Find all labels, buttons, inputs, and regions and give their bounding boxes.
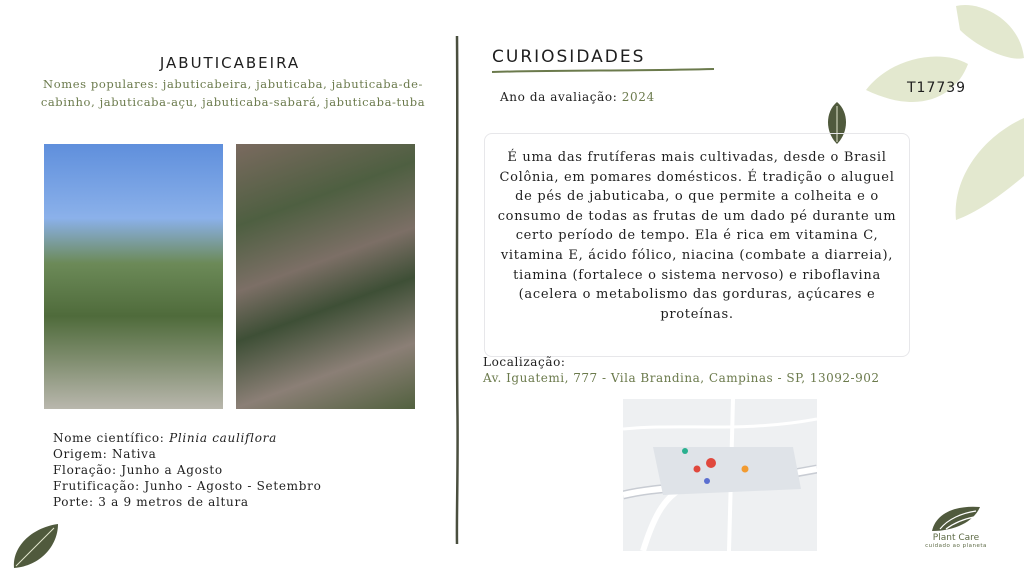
evaluation-year (500, 90, 655, 104)
origin-row: Origem: Nativa (53, 447, 157, 461)
flowering-row: Floração: Junho a Agosto (53, 463, 223, 477)
curiosities-title: CURIOSIDADES (492, 47, 646, 67)
map-pin-icon (706, 458, 716, 468)
leaf-decoration-bottom-left (10, 522, 60, 570)
curiosity-text: É uma das frutíferas mais cultivadas, desde o Brasil Colônia, em pomares domésticos. É tradição o aluguel de pés de jabuticaba, o que permite a colheita e o consumo de todas as frutas de um dado pé durante um certo período de tempo. Ela é rica em vitamina C, vitamina E, ácido fólico, niacina (combate a diarreia), tiamina (fortalece o sistema nervoso) e riboflavina (acelera o metabolismo das gorduras, açúcares e proteínas. (497, 150, 897, 322)
plant-facts (53, 430, 322, 510)
fruiting-row: Frutificação: Junho - Agosto - Setembro (53, 479, 322, 493)
location-address: Av. Iguatemi, 777 - Vila Brandina, Campinas - SP, 13092-902 (483, 371, 880, 385)
plant-care-logo (930, 503, 982, 533)
record-code: T17739 (907, 80, 967, 96)
tree-photo (44, 144, 223, 409)
title-underline (492, 68, 714, 74)
scientific-name-row (53, 430, 322, 446)
size-row: Porte: 3 a 9 metros de altura (53, 495, 249, 509)
leaves-photo (236, 144, 415, 409)
scientific-name-value: Plinia cauliflora (169, 431, 277, 445)
popular-names: Nomes populares: jabuticabeira, jabuticaba, jabuticaba-de-cabinho, jabuticaba-açu, jabuticaba-sabará, jabuticaba-tuba (40, 77, 426, 109)
year-value: 2024 (621, 90, 655, 104)
location-label: Localização: (483, 355, 566, 369)
plant-title: JABUTICABEIRA (159, 54, 301, 72)
location-map (623, 399, 817, 551)
scientific-name-label: Nome científico: (53, 431, 170, 445)
brand-name: Plant Care (932, 533, 980, 543)
vertical-divider (455, 36, 459, 544)
year-label: Ano da avaliação: (500, 90, 622, 104)
brand-tagline: cuidado ao planeta (925, 543, 987, 549)
brand-block (917, 533, 995, 549)
